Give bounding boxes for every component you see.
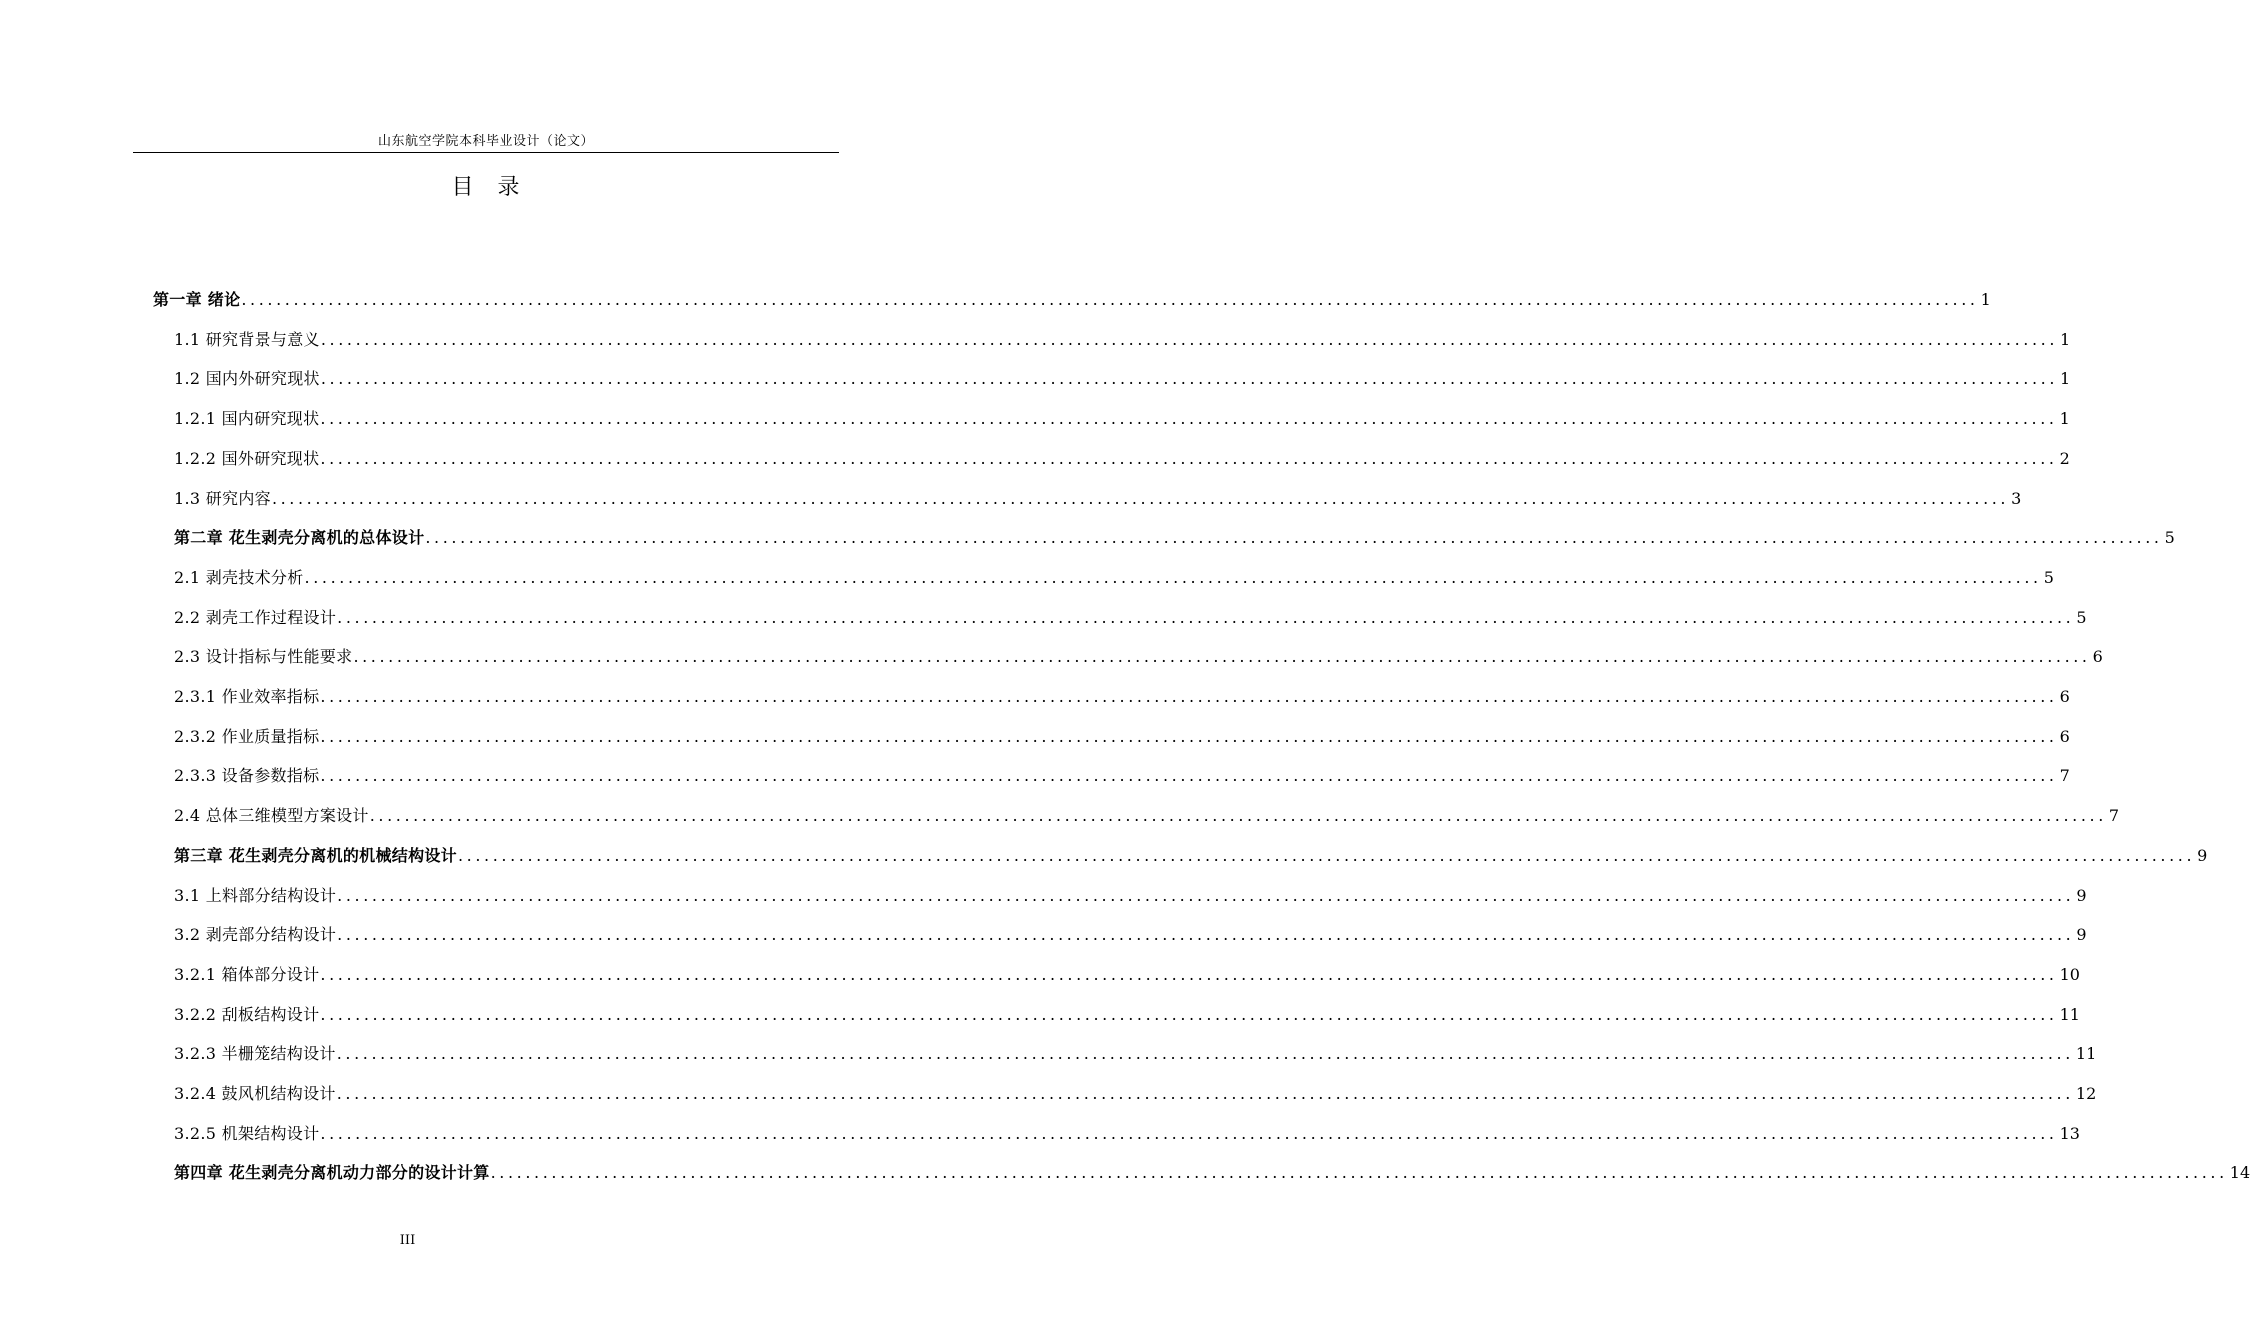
- toc-dot-leader: ........................................................................................................................................................................................................: [320, 448, 2058, 468]
- toc-dot-leader: ........................................................................................................................................................................................................: [304, 567, 2042, 587]
- toc-entry-page: 9: [2197, 845, 2208, 865]
- toc-entry-label: 3.2.2 刮板结构设计: [174, 1004, 320, 1024]
- toc-entry-page: 11: [2059, 1004, 2080, 1024]
- toc-dot-leader: ........................................................................................................................................................................................................: [337, 607, 2075, 627]
- toc-entry-label: 2.1 剥壳技术分析: [174, 567, 304, 587]
- toc-entry-page: 7: [2059, 766, 2070, 786]
- toc-chapter-entry[interactable]: [174, 1155, 2250, 1183]
- toc-entry-page: 9: [2076, 925, 2087, 945]
- toc-entry-page: 6: [2092, 647, 2103, 667]
- toc-entry-page: 14: [2229, 1163, 2250, 1183]
- header-rule: [133, 152, 839, 153]
- toc-entry-page: 1: [2060, 329, 2071, 349]
- toc-section-entry[interactable]: [174, 639, 2103, 667]
- toc-dot-leader: ........................................................................................................................................................................................................: [320, 766, 2058, 786]
- toc-section-entry[interactable]: [174, 997, 2080, 1025]
- toc-entry-page: 3: [2011, 488, 2022, 508]
- toc-section-entry[interactable]: [174, 600, 2087, 628]
- toc-entry-page: 1: [2059, 409, 2070, 429]
- toc-section-entry[interactable]: [174, 1036, 2097, 1064]
- toc-dot-leader: ........................................................................................................................................................................................................: [320, 329, 2059, 349]
- toc-section-entry[interactable]: [174, 719, 2070, 747]
- toc-entry-label: 3.1 上料部分结构设计: [174, 885, 337, 905]
- toc-dot-leader: ........................................................................................................................................................................................................: [320, 1004, 2058, 1024]
- toc-entry-label: 第二章 花生剥壳分离机的总体设计: [174, 528, 425, 548]
- toc-section-entry[interactable]: [174, 361, 2071, 389]
- toc-entry-page: 5: [2043, 567, 2054, 587]
- toc-dot-leader: ........................................................................................................................................................................................................: [336, 1084, 2074, 1103]
- toc-dot-leader: ........................................................................................................................................................................................................: [457, 845, 2196, 865]
- toc-dot-leader: ........................................................................................................................................................................................................: [271, 488, 2010, 508]
- toc-entry-label: 3.2.1 箱体部分设计: [174, 964, 320, 984]
- toc-entry-label: 2.3.3 设备参数指标: [174, 766, 320, 786]
- toc-section-entry[interactable]: [174, 917, 2087, 945]
- toc-entry-page: 11: [2075, 1044, 2097, 1064]
- toc-section-entry[interactable]: [174, 322, 2071, 350]
- toc-entry-page: 10: [2059, 964, 2080, 984]
- toc-entry-label: 第三章 花生剥壳分离机的机械结构设计: [174, 845, 457, 865]
- toc-entry-label: 3.2 剥壳部分结构设计: [174, 925, 337, 945]
- toc-chapter-entry[interactable]: [174, 838, 2208, 866]
- toc-entry-label: 第一章 绪论: [153, 290, 241, 309]
- toc-dot-leader: ........................................................................................................................................................................................................: [320, 964, 2058, 984]
- page-number: III: [399, 1233, 416, 1248]
- toc-section-entry[interactable]: [174, 1076, 2097, 1104]
- toc-entry-page: 13: [2059, 1123, 2080, 1143]
- toc-entry-label: 1.2.2 国外研究现状: [174, 448, 320, 468]
- toc-entry-label: 1.2 国内外研究现状: [174, 369, 320, 389]
- toc-section-entry[interactable]: [174, 758, 2070, 786]
- toc-dot-leader: ........................................................................................................................................................................................................: [320, 726, 2058, 746]
- toc-section-entry[interactable]: [174, 878, 2087, 906]
- page-title: 目 录: [451, 175, 521, 200]
- toc-chapter-entry[interactable]: [174, 520, 2175, 548]
- toc-entry-page: 5: [2164, 528, 2175, 548]
- toc-section-entry[interactable]: [174, 1116, 2080, 1144]
- toc-dot-leader: ........................................................................................................................................................................................................: [336, 1044, 2074, 1064]
- toc-section-entry[interactable]: [174, 560, 2054, 588]
- toc-entry-page: 6: [2059, 687, 2070, 706]
- running-header: 山东航空学院本科毕业设计（论文）: [377, 134, 594, 149]
- toc-entry-label: 2.4 总体三维模型方案设计: [174, 806, 369, 826]
- toc-entry-page: 1: [2060, 369, 2071, 389]
- toc-dot-leader: ........................................................................................................................................................................................................: [241, 290, 1979, 309]
- toc-entry-label: 第四章 花生剥壳分离机动力部分的设计计算: [174, 1163, 490, 1183]
- toc-dot-leader: ........................................................................................................................................................................................................: [337, 885, 2075, 905]
- toc-entry-page: 9: [2076, 885, 2087, 905]
- toc-entry-page: 7: [2108, 806, 2120, 826]
- toc-entry-label: 1.3 研究内容: [174, 488, 271, 508]
- toc-section-entry[interactable]: [174, 441, 2070, 469]
- toc-entry-page: 5: [2076, 607, 2087, 627]
- toc-entry-label: 3.2.5 机架结构设计: [174, 1123, 320, 1143]
- toc-entry-label: 2.3.2 作业质量指标: [174, 726, 320, 746]
- toc-section-entry[interactable]: [174, 481, 2022, 509]
- toc-entry-label: 3.2.4 鼓风机结构设计: [174, 1084, 336, 1103]
- toc-entry-page: 2: [2059, 448, 2070, 468]
- toc-dot-leader: ........................................................................................................................................................................................................: [490, 1163, 2228, 1183]
- toc-dot-leader: ........................................................................................................................................................................................................: [320, 687, 2058, 706]
- toc-dot-leader: ........................................................................................................................................................................................................: [320, 1123, 2058, 1143]
- toc-entry-page: 6: [2059, 726, 2070, 746]
- toc-entry-label: 2.3.1 作业效率指标: [174, 687, 320, 706]
- toc-dot-leader: ........................................................................................................................................................................................................: [320, 369, 2059, 389]
- toc-section-entry[interactable]: [174, 798, 2120, 826]
- toc-section-entry[interactable]: [174, 401, 2070, 429]
- toc-dot-leader: ........................................................................................................................................................................................................: [337, 925, 2075, 945]
- toc-entry-label: 2.2 剥壳工作过程设计: [174, 607, 337, 627]
- toc-dot-leader: ........................................................................................................................................................................................................: [425, 528, 2163, 548]
- toc-entry-label: 2.3 设计指标与性能要求: [174, 647, 353, 667]
- toc-dot-leader: ........................................................................................................................................................................................................: [353, 647, 2091, 667]
- toc-dot-leader: ........................................................................................................................................................................................................: [369, 806, 2107, 826]
- toc-section-entry[interactable]: [174, 957, 2080, 985]
- toc-entry-label: 1.1 研究背景与意义: [174, 329, 320, 349]
- toc-section-entry[interactable]: [174, 679, 2070, 707]
- toc-entry-label: 3.2.3 半栅笼结构设计: [174, 1044, 336, 1064]
- toc-entry-page: 1: [1980, 290, 1991, 309]
- toc-entry-page: 12: [2075, 1084, 2097, 1103]
- toc-chapter-entry[interactable]: [153, 282, 1991, 310]
- toc-dot-leader: ........................................................................................................................................................................................................: [320, 409, 2058, 429]
- toc-entry-label: 1.2.1 国内研究现状: [174, 409, 320, 429]
